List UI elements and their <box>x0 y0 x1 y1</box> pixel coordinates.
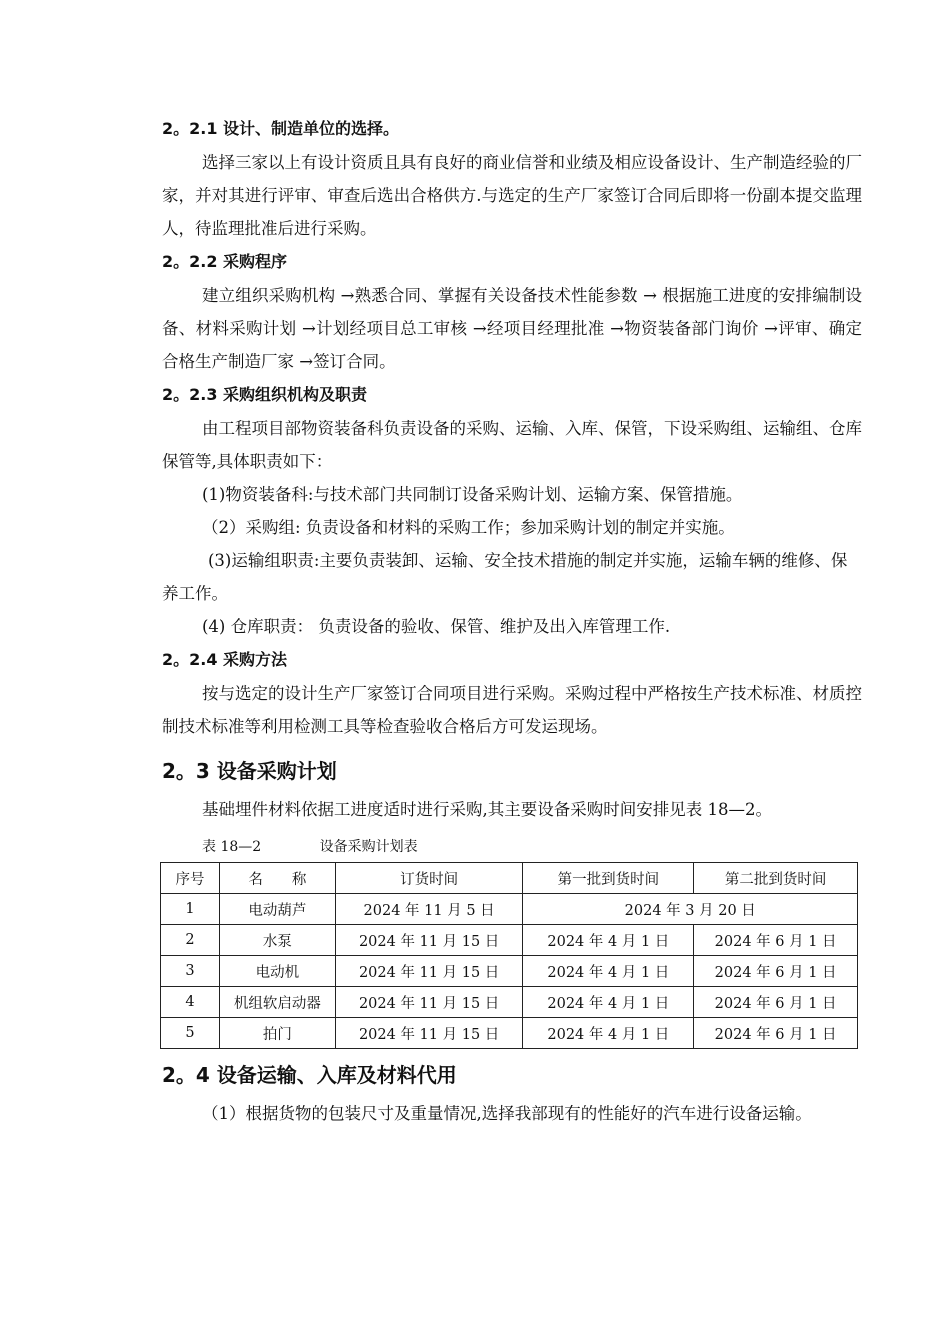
table-row <box>161 1018 858 1049</box>
table-row <box>161 925 858 956</box>
heading-2-2-4: 2。2.4 采购方法 <box>162 650 288 669</box>
duty-item: (1)物资装备科:与技术部门共同制订设备采购计划、运输方案、保管措施。 <box>202 485 743 504</box>
heading-2-3: 2。3 设备采购计划 <box>162 759 337 783</box>
table-row <box>161 956 858 987</box>
paragraph-procurement-procedure: 建立组织采购机构 →熟悉合同、掌握有关设备技术性能参数 → 根据施工进度的安排编制设备、材料采购计划 →计划经项目总工审核 →经项目经理批准 →物资装备部门询价 →评审、确定合格生产制造厂家 →签订合同。 <box>162 286 862 371</box>
cell-delivery-date-merged: 2024 年 3 月 20 日 <box>523 894 858 925</box>
cell-first-delivery: 2024 年 4 月 1 日 <box>523 1018 694 1049</box>
paragraph-procurement-method: 按与选定的设计生产厂家签订合同项目进行采购。采购过程中严格按生产技术标准、材质控制技术标准等利用检测工具等检查验收合格后方可发运现场。 <box>162 684 862 736</box>
cell-first-delivery: 2024 年 4 月 1 日 <box>523 987 694 1018</box>
cell-order-date: 2024 年 11 月 15 日 <box>335 925 523 956</box>
cell-no: 3 <box>161 956 220 987</box>
cell-second-delivery: 2024 年 6 月 1 日 <box>694 987 858 1018</box>
duty-item: (4) 仓库职责： 负责设备的验收、保管、维护及出入库管理工作. <box>202 617 671 636</box>
cell-first-delivery: 2024 年 4 月 1 日 <box>523 956 694 987</box>
cell-second-delivery: 2024 年 6 月 1 日 <box>694 956 858 987</box>
duty-item: (3)运输组职责:主要负责装卸、运输、安全技术措施的制定并实施，运输车辆的维修、保养工作。 <box>162 551 848 603</box>
cell-order-date: 2024 年 11 月 15 日 <box>335 987 523 1018</box>
cell-order-date: 2024 年 11 月 5 日 <box>335 894 523 925</box>
header-cell: 名 称 <box>219 863 335 894</box>
paragraph-transport: （1）根据货物的包装尺寸及重量情况,选择我部现有的性能好的汽车进行设备运输。 <box>202 1104 812 1123</box>
cell-second-delivery: 2024 年 6 月 1 日 <box>694 1018 858 1049</box>
cell-order-date: 2024 年 11 月 15 日 <box>335 1018 523 1049</box>
procurement-schedule-table <box>160 862 858 1049</box>
cell-name: 拍门 <box>219 1018 335 1049</box>
table-row <box>161 987 858 1018</box>
heading-2-4: 2。4 设备运输、入库及材料代用 <box>162 1063 457 1087</box>
duty-item: （2）采购组: 负责设备和材料的采购工作；参加采购计划的制定并实施。 <box>202 518 735 537</box>
heading-2-2-2: 2。2.2 采购程序 <box>162 252 288 271</box>
document-page <box>162 112 862 1130</box>
cell-name: 电动葫芦 <box>219 894 335 925</box>
table-number: 表 18—2 <box>202 839 262 855</box>
paragraph-procurement-plan: 基础埋件材料依据工进度适时进行采购,其主要设备采购时间安排见表 18—2。 <box>202 800 772 819</box>
cell-no: 2 <box>161 925 220 956</box>
table-row <box>161 894 858 925</box>
cell-name: 水泵 <box>219 925 335 956</box>
table-title: 设备采购计划表 <box>319 839 418 855</box>
cell-no: 1 <box>161 894 220 925</box>
header-cell: 订货时间 <box>335 863 523 894</box>
table-header-row <box>161 863 858 894</box>
heading-2-2-3: 2。2.3 采购组织机构及职责 <box>162 385 368 404</box>
header-cell: 序号 <box>161 863 220 894</box>
header-cell: 第二批到货时间 <box>694 863 858 894</box>
paragraph-supplier-selection: 选择三家以上有设计资质且具有良好的商业信誉和业绩及相应设备设计、生产制造经验的厂家，并对其进行评审、审查后选出合格供方.与选定的生产厂家签订合同后即将一份副本提交监理人，待监理批准后进行采购。 <box>162 153 862 238</box>
cell-first-delivery: 2024 年 4 月 1 日 <box>523 925 694 956</box>
cell-order-date: 2024 年 11 月 15 日 <box>335 956 523 987</box>
cell-no: 5 <box>161 1018 220 1049</box>
cell-second-delivery: 2024 年 6 月 1 日 <box>694 925 858 956</box>
header-cell: 第一批到货时间 <box>523 863 694 894</box>
cell-no: 4 <box>161 987 220 1018</box>
heading-2-2-1: 2。2.1 设计、制造单位的选择。 <box>162 119 400 138</box>
cell-name: 机组软启动器 <box>219 987 335 1018</box>
table-caption <box>162 832 862 862</box>
paragraph-organization: 由工程项目部物资装备科负责设备的采购、运输、入库、保管，下设采购组、运输组、仓库保管等,具体职责如下： <box>162 419 862 471</box>
cell-name: 电动机 <box>219 956 335 987</box>
